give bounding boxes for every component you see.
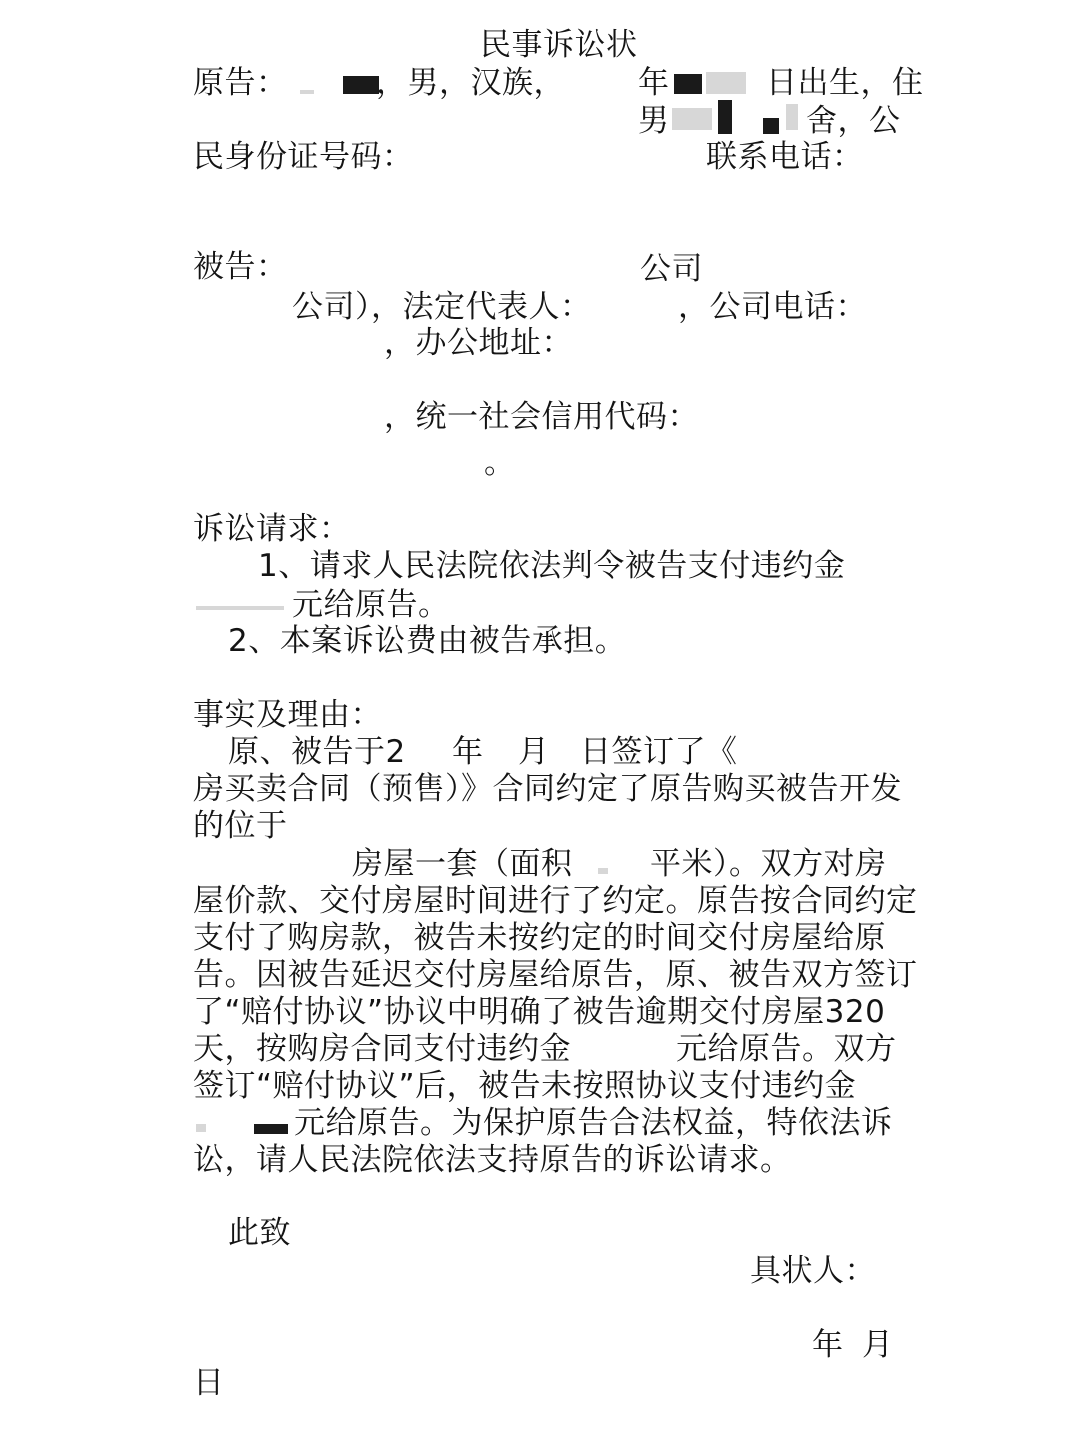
facts-line-12: 讼，请人民法院依法支持原告的诉讼请求。 (193, 1142, 792, 1178)
facts-line-10: 签订“赔付协议”后，被告未按照协议支付违约金 (193, 1068, 857, 1104)
facts-line-5: 屋价款、交付房屋时间进行了约定。原告按合同约定 (193, 883, 918, 919)
plaintiff-birth-year-label: 年 (638, 65, 670, 101)
redaction (598, 868, 608, 874)
plaintiff-birth-label: 日出生，住 (766, 65, 924, 101)
claim-item-1: 1、请求人民法院依法判令被告支付违约金 (258, 548, 846, 584)
facts-line-1a: 原、被告于2 (228, 734, 406, 770)
defendant-company-name: 公司 (640, 251, 703, 287)
defendant-rep-label: 公司），法定代表人： (292, 289, 592, 325)
redaction (196, 1124, 206, 1132)
date-year-label: 年 (812, 1327, 844, 1363)
date-day-label: 日 (193, 1365, 225, 1401)
facts-line-2: 房买卖合同（预售）》合同约定了原告购买被告开发 (193, 771, 902, 807)
document-title: 民事诉讼状 (480, 27, 638, 63)
redaction (300, 90, 314, 94)
redaction (196, 606, 284, 610)
facts-line-4b: 平米）。双方对房 (650, 846, 887, 882)
claims-heading: 诉讼请求： (193, 511, 351, 547)
redaction (674, 74, 702, 94)
facts-line-3: 的位于 (193, 808, 288, 844)
redaction (718, 100, 732, 134)
facts-heading: 事实及理由： (193, 697, 382, 733)
plaintiff-phone-label: 联系电话： (706, 139, 864, 175)
defendant-address-label: ，办公地址： (384, 325, 573, 361)
facts-line-1b: 年 (452, 734, 484, 770)
redaction (786, 104, 798, 130)
redaction (763, 118, 779, 134)
facts-line-1d: 日签订了《 (580, 734, 738, 770)
defendant-phone-label: ，公司电话： (678, 289, 867, 325)
plaintiff-id-label: 民身份证号码： (193, 139, 414, 175)
redaction (254, 1124, 288, 1134)
claim-item-1-cont: 元给原告。 (292, 587, 450, 623)
redaction (706, 72, 746, 94)
facts-line-1c: 月 (518, 734, 550, 770)
defendant-end-mark: 。 (484, 445, 516, 481)
date-month-label: 月 (862, 1327, 894, 1363)
plaintiff-address-end: 舍，公 (806, 103, 901, 139)
defendant-credit-code-label: ，统一社会信用代码： (384, 399, 699, 435)
facts-line-4a: 房屋一套（面积 (352, 846, 573, 882)
plaintiff-label: 原告： (193, 65, 288, 101)
defendant-label: 被告： (193, 249, 288, 285)
redaction (672, 108, 712, 130)
facts-line-9a: 天，按购房合同支付违约金 (193, 1031, 571, 1067)
facts-line-9b: 元给原告。双方 (676, 1031, 897, 1067)
facts-line-6: 支付了购房款，被告未按约定的时间交付房屋给原 (193, 920, 886, 956)
facts-line-8: 了“赔付协议”协议中明确了被告逾期交付房屋320 (193, 994, 886, 1030)
plaintiff-address-start: 男 (638, 103, 670, 139)
facts-line-11: 元给原告。为保护原告合法权益，特依法诉 (294, 1105, 893, 1141)
plaintiff-gender-ethnicity: ，男，汉族， (376, 65, 565, 101)
facts-line-7: 告。因被告延迟交付房屋给原告，原、被告双方签订 (193, 957, 918, 993)
salutation: 此致 (228, 1215, 291, 1251)
redaction (343, 76, 379, 94)
claim-item-2: 2、本案诉讼费由被告承担。 (228, 623, 627, 659)
signer-label: 具状人： (750, 1253, 876, 1289)
